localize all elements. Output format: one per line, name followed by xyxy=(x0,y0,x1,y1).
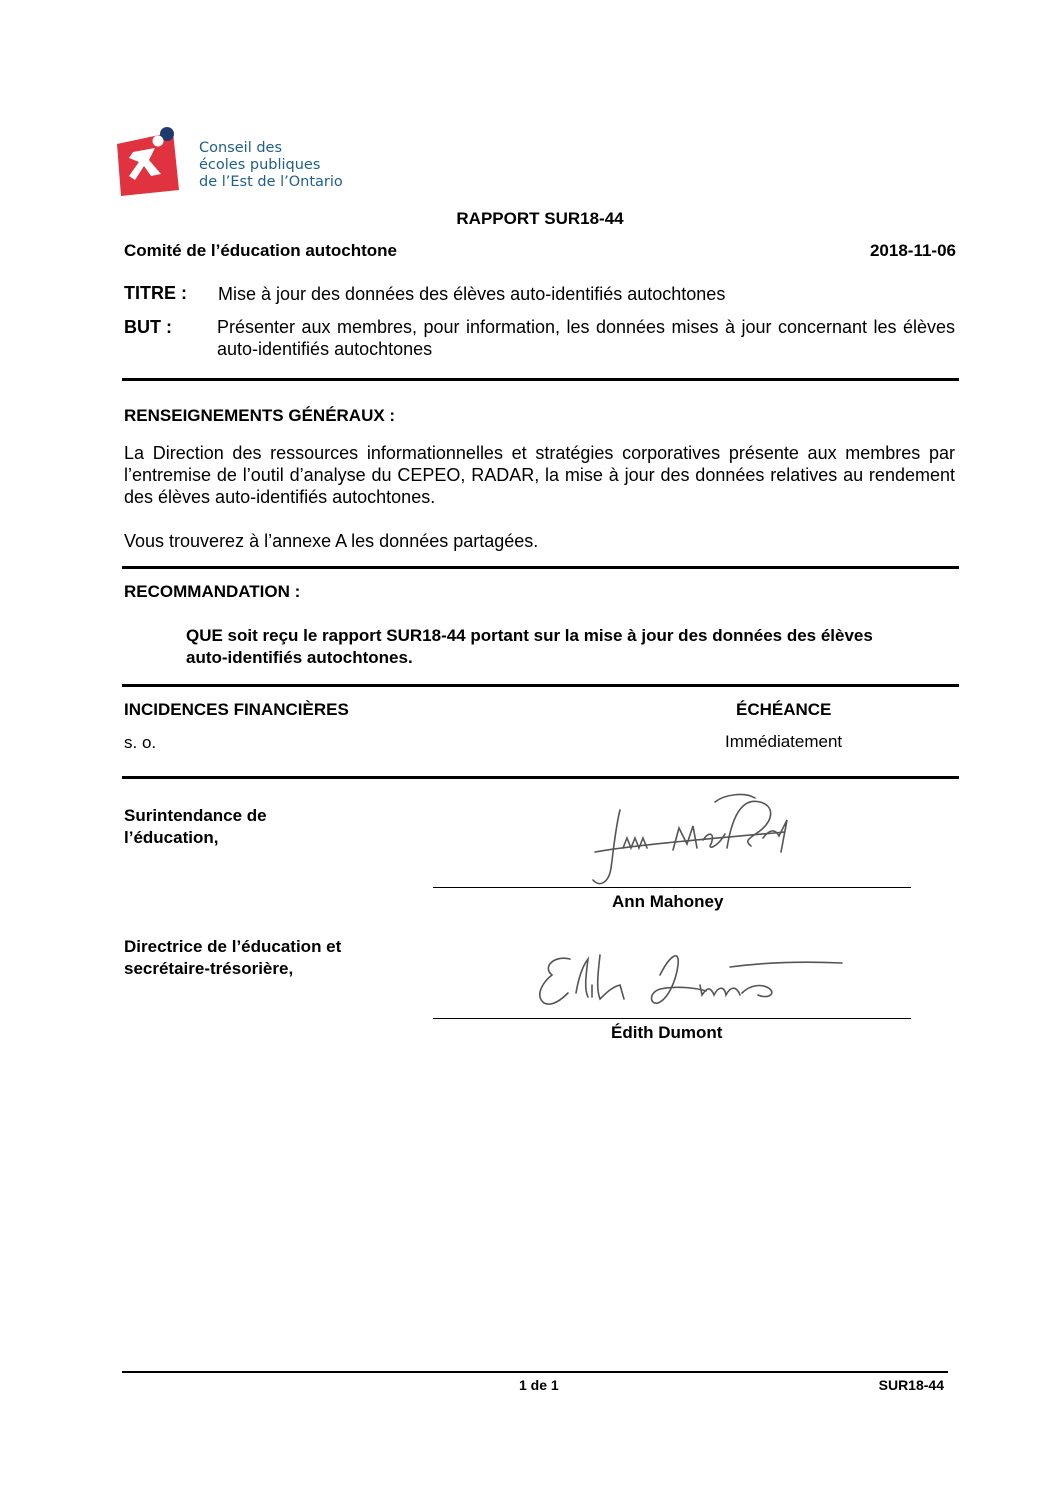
signatory-1-role-line-2: l’éducation, xyxy=(124,828,219,847)
footer-rule xyxy=(122,1371,948,1373)
signature-edith-dumont xyxy=(530,945,850,1025)
renseignements-heading: RENSEIGNEMENTS GÉNÉRAUX : xyxy=(124,406,396,425)
board-name-line-2: écoles publiques xyxy=(199,157,321,173)
report-title: RAPPORT SUR18-44 xyxy=(456,209,624,228)
but-label: BUT : xyxy=(124,317,172,337)
titre-label: TITRE : xyxy=(124,283,187,303)
board-name-line-3: de l’Est de l’Ontario xyxy=(199,174,343,190)
signatory-1-name: Ann Mahoney xyxy=(612,892,724,911)
divider xyxy=(122,566,959,569)
signatory-2-name: Édith Dumont xyxy=(611,1023,723,1042)
signatory-2-role xyxy=(124,936,341,980)
signatory-1-role xyxy=(124,805,267,849)
divider xyxy=(122,378,959,381)
incidences-heading: INCIDENCES FINANCIÈRES xyxy=(124,700,349,719)
signature-line-2 xyxy=(433,1018,911,1019)
report-date: 2018-11-06 xyxy=(869,241,956,260)
echeance-value: Immédiatement xyxy=(725,732,843,751)
renseignements-paragraph-1: La Direction des ressources informationnelles et stratégies corporatives présente aux membres par l’entremise de l’outil d’analyse du CEPEO, RADAR, la mise à jour des données relatives au rendement des élèves auto-identifiés autochtones. xyxy=(124,443,955,507)
divider xyxy=(122,776,959,779)
but-text: Présenter aux membres, pour information, les données mises à jour concernant les élèves auto-identifiés autochtones xyxy=(217,317,955,359)
committee-name: Comité de l’éducation autochtone xyxy=(124,241,397,260)
signature-line-1 xyxy=(433,887,911,888)
footer-report-code: SUR18-44 xyxy=(878,1377,944,1393)
page-number: 1 de 1 xyxy=(519,1377,559,1393)
renseignements-paragraph-2: Vous trouverez à l’annexe A les données partagées. xyxy=(124,531,539,551)
board-name xyxy=(199,140,343,191)
signatory-1-role-line-1: Surintendance de xyxy=(124,806,267,825)
signature-ann-mahoney xyxy=(575,790,815,900)
titre-text: Mise à jour des données des élèves auto-identifiés autochtones xyxy=(218,284,726,304)
recommandation-heading: RECOMMANDATION : xyxy=(124,582,301,601)
incidences-value: s. o. xyxy=(124,733,157,752)
divider xyxy=(122,684,959,687)
echeance-heading: ÉCHÉANCE xyxy=(736,700,832,719)
signatory-2-role-line-1: Directrice de l’éducation et xyxy=(124,937,342,956)
logo-mark-icon xyxy=(115,124,185,198)
signatory-2-role-line-2: secrétaire-trésorière, xyxy=(124,959,294,978)
board-logo xyxy=(115,124,185,198)
board-name-line-1: Conseil des xyxy=(199,140,283,156)
recommandation-text: QUE soit reçu le rapport SUR18-44 portant sur la mise à jour des données des élèves auto-identifiés autochtones. xyxy=(186,626,873,667)
